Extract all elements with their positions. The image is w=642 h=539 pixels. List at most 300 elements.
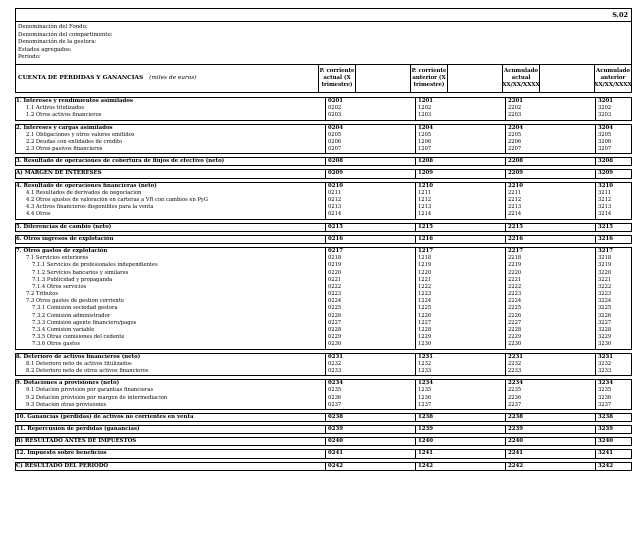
row-code-cell: 2220 <box>505 270 541 277</box>
value-cell[interactable] <box>541 395 595 402</box>
row-label: 5. Diferencias de cambio (neto) <box>16 223 112 230</box>
row-code-cell: 1242 <box>415 463 451 470</box>
table-row <box>16 463 631 470</box>
value-cell[interactable] <box>361 305 415 312</box>
value-cell[interactable] <box>541 236 595 243</box>
value-cell[interactable] <box>451 277 505 284</box>
row-code-cell: 3224 <box>595 298 631 305</box>
value-cell[interactable] <box>451 387 505 394</box>
table-row <box>16 224 631 231</box>
value-cell[interactable] <box>451 334 505 341</box>
table-row <box>16 132 631 139</box>
value-cell[interactable] <box>541 298 595 305</box>
value-cell[interactable] <box>541 204 595 211</box>
row-code-cell: 0217 <box>325 248 361 255</box>
value-cell[interactable] <box>451 284 505 291</box>
value-cell[interactable] <box>361 395 415 402</box>
row-code-cell: 0206 <box>325 139 361 146</box>
table-row <box>16 414 631 421</box>
value-cell[interactable] <box>541 291 595 298</box>
value-cell[interactable] <box>361 204 415 211</box>
info-line: Periodo: <box>18 54 41 61</box>
row-label: B) RESULTADO ANTES DE IMPUESTOS <box>16 438 137 445</box>
table-row <box>16 426 631 433</box>
row-label: 7. Otros gastos de explotación <box>16 247 108 254</box>
row-code-cell: 1229 <box>415 334 451 341</box>
report-code: S.02 <box>612 11 628 19</box>
value-cell[interactable] <box>541 224 595 231</box>
row-code-cell: 2219 <box>505 262 541 269</box>
row-code-cell: 1230 <box>415 341 451 348</box>
row-code-cell: 3240 <box>595 438 631 445</box>
value-cell[interactable] <box>361 270 415 277</box>
table-section <box>15 247 632 350</box>
table-row <box>16 211 631 218</box>
table-row <box>16 255 631 262</box>
value-cell[interactable] <box>541 450 595 457</box>
row-code-cell: 3232 <box>595 361 631 368</box>
value-cell[interactable] <box>451 112 505 119</box>
row-code-cell: 1217 <box>415 248 451 255</box>
value-cell[interactable] <box>541 112 595 119</box>
value-cell[interactable] <box>451 146 505 153</box>
row-label: 4.2 Otros ajustes de valoración en carteras a VR con cambios en PyG <box>26 197 209 204</box>
value-cell[interactable] <box>541 463 595 470</box>
row-code-cell: 1203 <box>415 112 451 119</box>
value-cell[interactable] <box>451 426 505 433</box>
row-code-cell: 2229 <box>505 334 541 341</box>
value-cell[interactable] <box>541 334 595 341</box>
value-cell[interactable] <box>361 190 415 197</box>
value-cell[interactable] <box>541 125 595 132</box>
row-code-cell: 1209 <box>415 170 451 177</box>
row-code-cell: 2224 <box>505 298 541 305</box>
value-cell[interactable] <box>361 255 415 262</box>
value-cell[interactable] <box>361 354 415 361</box>
value-cell[interactable] <box>361 132 415 139</box>
identification-box <box>15 22 632 65</box>
value-cell[interactable] <box>541 277 595 284</box>
table-row <box>16 341 631 348</box>
value-cell[interactable] <box>451 305 505 312</box>
value-cell[interactable] <box>541 98 595 105</box>
table-section <box>15 449 632 458</box>
value-cell[interactable] <box>361 291 415 298</box>
row-code-cell: 1212 <box>415 197 451 204</box>
row-code-cell: 1236 <box>415 395 451 402</box>
value-cell[interactable] <box>451 270 505 277</box>
value-cell[interactable] <box>361 334 415 341</box>
value-cell[interactable] <box>541 387 595 394</box>
row-code-cell: 1241 <box>415 450 451 457</box>
row-code-cell: 3226 <box>595 313 631 320</box>
row-code-cell: 1239 <box>415 426 451 433</box>
value-cell[interactable] <box>541 183 595 190</box>
row-code-cell: 3242 <box>595 463 631 470</box>
row-code-cell: 3229 <box>595 334 631 341</box>
row-code-cell: 3233 <box>595 368 631 375</box>
value-cell[interactable] <box>361 380 415 387</box>
value-cell[interactable] <box>451 211 505 218</box>
table-row <box>16 380 631 387</box>
row-code-cell: 1219 <box>415 262 451 269</box>
value-cell[interactable] <box>451 380 505 387</box>
row-label: 7.1.4 Otros servicios <box>32 283 87 290</box>
row-code-cell: 1231 <box>415 354 451 361</box>
value-cell[interactable] <box>451 158 505 165</box>
row-code-cell: 3223 <box>595 291 631 298</box>
row-code-cell: 3236 <box>595 395 631 402</box>
row-code-cell: 0232 <box>325 361 361 368</box>
value-cell[interactable] <box>361 98 415 105</box>
table-row <box>16 236 631 243</box>
value-cell[interactable] <box>361 284 415 291</box>
table-section <box>15 462 632 471</box>
value-cell[interactable] <box>361 125 415 132</box>
value-cell[interactable] <box>361 146 415 153</box>
value-cell[interactable] <box>451 438 505 445</box>
value-cell[interactable] <box>541 402 595 409</box>
row-label: 4. Resultado de operaciones financieras (neto) <box>16 182 157 189</box>
table-header <box>15 65 632 93</box>
row-label: 9.1 Dotación provisión por garantías financieras <box>26 387 154 394</box>
value-cell[interactable] <box>361 368 415 375</box>
value-cell[interactable] <box>361 105 415 112</box>
row-code-cell: 0242 <box>325 463 361 470</box>
row-code-cell: 3212 <box>595 197 631 204</box>
value-cell[interactable] <box>361 426 415 433</box>
row-code-cell: 2242 <box>505 463 541 470</box>
table-row <box>16 183 631 190</box>
value-cell[interactable] <box>541 139 595 146</box>
value-cell[interactable] <box>451 463 505 470</box>
table-row <box>16 387 631 394</box>
row-label: 7.3 Otros gastos de gestión corriente <box>26 298 124 305</box>
table-row <box>16 158 631 165</box>
row-code-cell: 2226 <box>505 313 541 320</box>
row-label: 2.1 Obligaciones y otros valores emitidos <box>26 131 135 138</box>
table-row <box>16 361 631 368</box>
row-code-cell: 1214 <box>415 211 451 218</box>
value-cell[interactable] <box>451 327 505 334</box>
row-code-cell: 3209 <box>595 170 631 177</box>
table-row <box>16 291 631 298</box>
table-row <box>16 305 631 312</box>
table-section <box>15 235 632 244</box>
row-label: 12. Impuesto sobre beneficios <box>16 450 107 457</box>
row-label: 7.1.3 Publicidad y propaganda <box>32 276 113 283</box>
row-code-cell: 3228 <box>595 327 631 334</box>
row-code-cell: 2236 <box>505 395 541 402</box>
table-section <box>15 413 632 422</box>
row-code-cell: 0215 <box>325 224 361 231</box>
value-cell[interactable] <box>451 450 505 457</box>
row-code-cell: 3225 <box>595 305 631 312</box>
value-cell[interactable] <box>361 327 415 334</box>
row-code-cell: 0201 <box>325 98 361 105</box>
col-header-current: P. corriente actual (X trimestre) <box>318 65 355 92</box>
row-code-cell: 1202 <box>415 105 451 112</box>
row-label: 2.2 Deudas con entidades de crédito <box>26 138 123 145</box>
value-cell[interactable] <box>451 236 505 243</box>
row-code-cell: 0219 <box>325 262 361 269</box>
value-cell[interactable] <box>451 414 505 421</box>
row-code-cell: 0237 <box>325 402 361 409</box>
value-cell[interactable] <box>361 211 415 218</box>
row-code-cell: 3214 <box>595 211 631 218</box>
value-cell[interactable] <box>361 341 415 348</box>
row-code-cell: 3208 <box>595 158 631 165</box>
value-cell[interactable] <box>451 354 505 361</box>
row-code-cell: 1240 <box>415 438 451 445</box>
value-cell[interactable] <box>451 204 505 211</box>
value-cell[interactable] <box>541 426 595 433</box>
row-code-cell: 0204 <box>325 125 361 132</box>
row-label: 7.1.1 Servicios de profesionales independientes <box>32 262 158 269</box>
col-header-accum-current: Acumulado actual XX/XX/XXXX <box>502 65 539 92</box>
value-cell[interactable] <box>361 414 415 421</box>
value-cell[interactable] <box>451 341 505 348</box>
value-cell[interactable] <box>361 320 415 327</box>
value-cell[interactable] <box>451 170 505 177</box>
table-section <box>15 425 632 434</box>
row-code-cell: 1232 <box>415 361 451 368</box>
row-label: 2.3 Otros pasivos financieros <box>26 146 103 153</box>
row-code-cell: 2208 <box>505 158 541 165</box>
row-code-cell: 2225 <box>505 305 541 312</box>
value-cell[interactable] <box>361 236 415 243</box>
row-code-cell: 2215 <box>505 224 541 231</box>
value-cell[interactable] <box>541 255 595 262</box>
row-code-cell: 1235 <box>415 387 451 394</box>
value-cell[interactable] <box>361 170 415 177</box>
row-code-cell: 0240 <box>325 438 361 445</box>
row-code-cell: 1204 <box>415 125 451 132</box>
row-code-cell: 0230 <box>325 341 361 348</box>
table-row <box>16 327 631 334</box>
value-cell[interactable] <box>361 183 415 190</box>
table-section <box>15 169 632 178</box>
value-cell[interactable] <box>541 361 595 368</box>
value-cell[interactable] <box>541 341 595 348</box>
value-cell[interactable] <box>361 298 415 305</box>
value-cell[interactable] <box>451 224 505 231</box>
value-cell[interactable] <box>451 361 505 368</box>
row-code-cell: 1213 <box>415 204 451 211</box>
value-cell[interactable] <box>541 105 595 112</box>
value-cell[interactable] <box>541 438 595 445</box>
value-cell[interactable] <box>451 125 505 132</box>
value-cell[interactable] <box>451 255 505 262</box>
value-cell[interactable] <box>451 395 505 402</box>
row-code-cell: 2237 <box>505 402 541 409</box>
row-code-cell: 3210 <box>595 183 631 190</box>
row-code-cell: 2209 <box>505 170 541 177</box>
row-code-cell: 3216 <box>595 236 631 243</box>
row-code-cell: 0213 <box>325 204 361 211</box>
row-code-cell: 1224 <box>415 298 451 305</box>
value-cell[interactable] <box>451 197 505 204</box>
table-row <box>16 125 631 132</box>
row-code-cell: 1218 <box>415 255 451 262</box>
value-cell[interactable] <box>361 158 415 165</box>
value-cell[interactable] <box>451 248 505 255</box>
row-code-cell: 3201 <box>595 98 631 105</box>
row-label: 9.3 Dotación otras provisiones <box>26 401 107 408</box>
row-code-cell: 1228 <box>415 327 451 334</box>
row-code-cell: 3231 <box>595 354 631 361</box>
value-cell[interactable] <box>451 98 505 105</box>
row-code-cell: 1237 <box>415 402 451 409</box>
value-cell[interactable] <box>541 170 595 177</box>
row-label: C) RESULTADO DEL PERIODO <box>16 462 109 469</box>
row-code-cell: 3203 <box>595 112 631 119</box>
row-code-cell: 0241 <box>325 450 361 457</box>
value-cell[interactable] <box>541 248 595 255</box>
row-label: 1.2 Otros activos financieros <box>26 112 102 119</box>
value-cell[interactable] <box>361 262 415 269</box>
row-code-cell: 0238 <box>325 414 361 421</box>
value-cell[interactable] <box>541 414 595 421</box>
value-cell[interactable] <box>541 146 595 153</box>
table-section <box>15 353 632 377</box>
value-cell[interactable] <box>541 211 595 218</box>
value-cell[interactable] <box>451 183 505 190</box>
row-code-cell: 2202 <box>505 105 541 112</box>
value-cell[interactable] <box>541 132 595 139</box>
row-code-cell: 0224 <box>325 298 361 305</box>
row-code-cell: 0210 <box>325 183 361 190</box>
value-cell[interactable] <box>451 262 505 269</box>
row-code-cell: 2235 <box>505 387 541 394</box>
row-label: 9. Dotaciones a provisiones (neto) <box>16 380 120 387</box>
value-cell[interactable] <box>451 313 505 320</box>
row-code-cell: 1223 <box>415 291 451 298</box>
value-cell[interactable] <box>451 291 505 298</box>
row-code-cell: 1234 <box>415 380 451 387</box>
value-cell[interactable] <box>451 320 505 327</box>
row-label: 6. Otros ingresos de explotación <box>16 235 114 242</box>
value-cell[interactable] <box>361 450 415 457</box>
value-cell[interactable] <box>541 313 595 320</box>
row-code-cell: 2238 <box>505 414 541 421</box>
row-code-cell: 3207 <box>595 146 631 153</box>
row-code-cell: 2201 <box>505 98 541 105</box>
value-cell[interactable] <box>361 277 415 284</box>
row-code-cell: 1233 <box>415 368 451 375</box>
row-label: 7.3.5 Otras comisiones del cedente <box>32 334 125 341</box>
value-cell[interactable] <box>451 402 505 409</box>
row-code-cell: 2204 <box>505 125 541 132</box>
value-cell[interactable] <box>361 438 415 445</box>
row-code-cell: 3202 <box>595 105 631 112</box>
table-row <box>16 368 631 375</box>
value-cell[interactable] <box>541 158 595 165</box>
value-cell[interactable] <box>541 284 595 291</box>
value-cell[interactable] <box>361 463 415 470</box>
value-cell[interactable] <box>361 402 415 409</box>
value-cell[interactable] <box>541 190 595 197</box>
table-body <box>15 97 632 471</box>
row-code-cell: 0202 <box>325 105 361 112</box>
row-code-cell: 3213 <box>595 204 631 211</box>
value-cell[interactable] <box>361 197 415 204</box>
value-cell[interactable] <box>451 105 505 112</box>
table-row <box>16 354 631 361</box>
row-code-cell: 0221 <box>325 277 361 284</box>
row-label: 4.4 Otros <box>26 211 51 218</box>
table-row <box>16 277 631 284</box>
value-cell[interactable] <box>361 248 415 255</box>
info-line: Denominación de la gestora: <box>18 39 97 46</box>
value-cell[interactable] <box>361 139 415 146</box>
row-code-cell: 1210 <box>415 183 451 190</box>
row-code-cell: 3227 <box>595 320 631 327</box>
value-cell[interactable] <box>361 112 415 119</box>
table-section <box>15 124 632 155</box>
row-code-cell: 2222 <box>505 284 541 291</box>
row-code-cell: 0205 <box>325 132 361 139</box>
value-cell[interactable] <box>541 305 595 312</box>
row-code-cell: 0222 <box>325 284 361 291</box>
row-label: 7.2 Tributos <box>26 291 59 298</box>
value-cell[interactable] <box>361 313 415 320</box>
row-code-cell: 2221 <box>505 277 541 284</box>
value-cell[interactable] <box>541 320 595 327</box>
value-cell[interactable] <box>541 354 595 361</box>
value-cell[interactable] <box>541 270 595 277</box>
row-code-cell: 2231 <box>505 354 541 361</box>
value-cell[interactable] <box>361 387 415 394</box>
value-cell[interactable] <box>451 298 505 305</box>
table-row <box>16 395 631 402</box>
value-cell[interactable] <box>451 139 505 146</box>
row-label: 7.3.6 Otros gastos <box>32 341 81 348</box>
row-code-cell: 2240 <box>505 438 541 445</box>
value-cell[interactable] <box>451 132 505 139</box>
row-code-cell: 1208 <box>415 158 451 165</box>
table-row <box>16 248 631 255</box>
table-title-text: CUENTA DE PÉRDIDAS Y GANANCIAS <box>18 75 144 82</box>
value-cell[interactable] <box>451 190 505 197</box>
value-cell[interactable] <box>541 262 595 269</box>
row-code-cell: 0231 <box>325 354 361 361</box>
value-cell[interactable] <box>361 361 415 368</box>
value-cell[interactable] <box>541 327 595 334</box>
row-code-cell: 0212 <box>325 197 361 204</box>
value-cell[interactable] <box>541 368 595 375</box>
value-cell[interactable] <box>451 368 505 375</box>
row-code-cell: 2217 <box>505 248 541 255</box>
table-row <box>16 146 631 153</box>
value-cell[interactable] <box>541 380 595 387</box>
table-section <box>15 379 632 410</box>
row-code-cell: 1201 <box>415 98 451 105</box>
table-row <box>16 402 631 409</box>
row-label: 7.1 Servicios exteriores <box>26 255 89 262</box>
row-code-cell: 3234 <box>595 380 631 387</box>
value-cell[interactable] <box>361 224 415 231</box>
table-row <box>16 313 631 320</box>
row-label: 1. Intereses y rendimientos asimilados <box>16 97 133 104</box>
table-row <box>16 438 631 445</box>
row-code-cell: 0209 <box>325 170 361 177</box>
row-label: 7.3.4 Comisión variable <box>32 327 95 334</box>
table-row <box>16 334 631 341</box>
table-row <box>16 190 631 197</box>
value-cell[interactable] <box>541 197 595 204</box>
table-section <box>15 223 632 232</box>
